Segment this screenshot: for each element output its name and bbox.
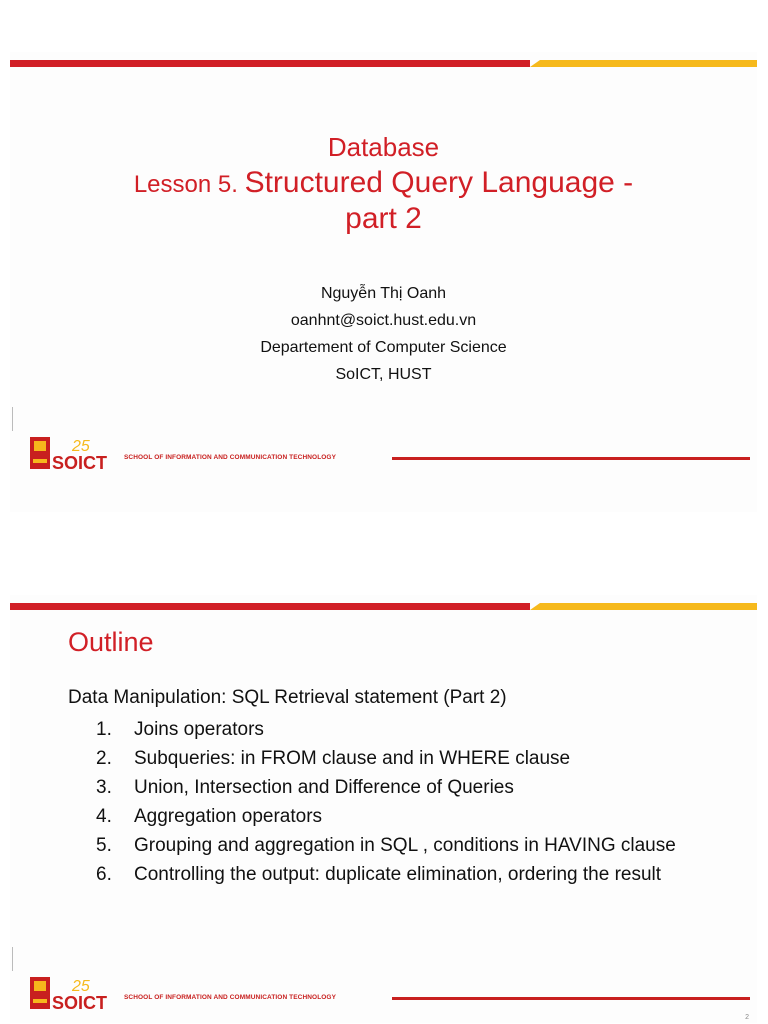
list-item: 3. Union, Intersection and Difference of Queries: [96, 777, 514, 798]
lesson-main-title: Structured Query Language -: [244, 166, 634, 199]
svg-text:SOICT: SOICT: [52, 993, 108, 1011]
footer-line: [392, 457, 750, 460]
author-block: [10, 280, 757, 388]
outline-list: [96, 715, 716, 889]
author-name: Nguyễn Thị Oanh: [320, 285, 447, 302]
divider: [12, 947, 13, 971]
outline-title: Outline: [68, 627, 154, 657]
list-item: 1. Joins operators: [96, 719, 264, 740]
lesson-title: [10, 166, 757, 236]
footer-line: [392, 997, 750, 1000]
soict-logo: [30, 435, 120, 471]
author-institution: SoICT, HUST: [335, 366, 432, 383]
list-item: 4. Aggregation operators: [96, 806, 323, 827]
list-item: 6. Controlling the output: duplicate elimination, ordering the result: [96, 864, 662, 885]
slide-footer: [30, 975, 757, 1015]
outline-slide: [10, 595, 757, 1023]
title-slide: [10, 52, 757, 512]
lesson-subtitle: part 2: [345, 202, 422, 235]
svg-text:25: 25: [72, 438, 90, 455]
soict-logo: [30, 975, 120, 1011]
lesson-prefix: Lesson 5.: [133, 171, 245, 198]
author-email: oanhnt@soict.hust.edu.vn: [290, 312, 477, 329]
school-name: SCHOOL OF INFORMATION AND COMMUNICATION TECHNOLOGY: [124, 994, 337, 1001]
page-number: 2: [745, 1014, 749, 1021]
slide-footer: [30, 435, 757, 475]
svg-text:SOICT: SOICT: [52, 453, 108, 471]
svg-text:25: 25: [72, 978, 90, 995]
slide-top-bar: [10, 603, 757, 610]
list-item: 2. Subqueries: in FROM clause and in WHERE clause: [96, 748, 571, 769]
list-item: 5. Grouping and aggregation in SQL , conditions in HAVING clause: [96, 835, 676, 856]
school-name: SCHOOL OF INFORMATION AND COMMUNICATION TECHNOLOGY: [124, 454, 337, 461]
author-department: Departement of Computer Science: [260, 339, 507, 356]
course-title: Database: [327, 132, 440, 162]
outline-intro: Data Manipulation: SQL Retrieval statement (Part 2): [68, 687, 507, 708]
slide-top-bar: [10, 60, 757, 67]
divider: [12, 407, 13, 431]
